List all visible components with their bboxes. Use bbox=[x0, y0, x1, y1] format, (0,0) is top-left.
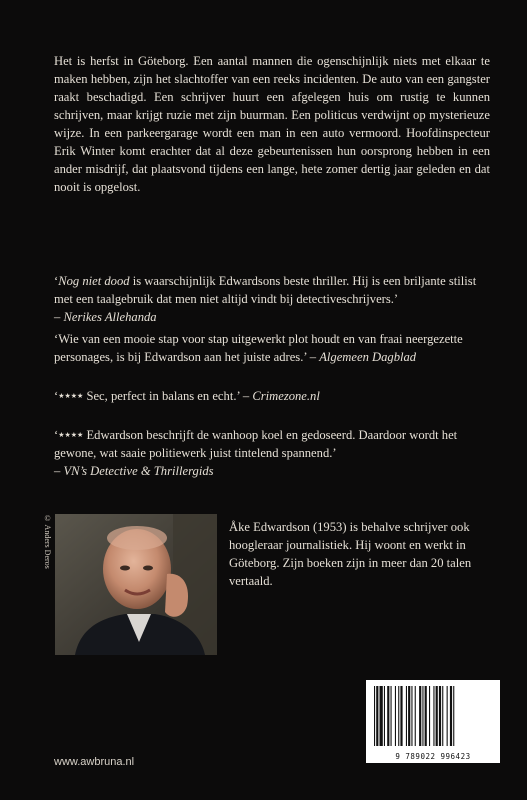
barcode-bar bbox=[415, 686, 416, 746]
barcode-bar bbox=[442, 686, 443, 746]
barcode-bar bbox=[398, 686, 399, 746]
quote-source: Nerikes Allehanda bbox=[63, 310, 157, 324]
review-quote-algemeen-dagblad: ‘Wie van een mooie stap voor stap uitgewerkt plot houdt en van fraai neergezette personages, is bij Edwardson aan het juiste adres.’ – Algemeen Dagblad bbox=[54, 332, 463, 364]
isbn-barcode bbox=[366, 680, 500, 763]
author-photo bbox=[55, 514, 217, 655]
review-quote-vn-detective: ‘★★★★ Edwardson beschrijft de wanhoop koel en gedoseerd. Daardoor wordt het gewone, wat saaie politiewerk juist tintelend spannend.’ – VN’s Detective & Thrillergids bbox=[54, 428, 458, 478]
barcode-bar bbox=[411, 686, 412, 746]
barcode-bar bbox=[439, 686, 441, 746]
barcode-bar bbox=[380, 686, 383, 746]
photo-credit: © Anders Deros bbox=[43, 514, 52, 569]
review-quote-crimezone: ‘★★★★ Sec, perfect in balans en echt.’ – Crimezone.nl bbox=[54, 389, 320, 403]
barcode-bar bbox=[395, 686, 396, 746]
barcode-bar bbox=[387, 686, 389, 746]
barcode-bar bbox=[447, 686, 448, 746]
isbn-number: 9 789022 996423 bbox=[395, 752, 471, 761]
barcode-bar bbox=[391, 686, 392, 746]
barcode-icon bbox=[366, 680, 500, 752]
back-cover-blurb: Het is herfst in Göteborg. Een aantal mannen die ogenschijnlijk niets met elkaar te maken hebben, zijn het slachtoffer van een reeks incidenten. De auto van een gangster raakt beschadigd. Een schrijver huurt een afgelegen huis om rustig te kunnen schrijven, maar krijgt ruzie met zijn buurman. Een politicus verdwijnt op mysterieuze wijze. In een parkeergarage wordt een man in een auto vermoord. Hoofdinspecteur Erik Winter komt erachter dat al deze gebeurtenissen hun oorsprong hebben in een ander misdrijf, dat plaatsvond tijdens een lange, hete zomer dertig jaar geleden en dat nooit is opgelost. bbox=[54, 54, 490, 194]
barcode-bar bbox=[408, 686, 410, 746]
barcode-bar bbox=[406, 686, 407, 746]
quote-source: Crimezone.nl bbox=[252, 389, 320, 403]
star-rating-icon: ★★★★ bbox=[58, 431, 84, 439]
barcode-bar bbox=[374, 686, 375, 746]
barcode-bar bbox=[433, 686, 434, 746]
barcode-bar bbox=[436, 686, 438, 746]
barcode-bar bbox=[376, 686, 378, 746]
barcode-bar bbox=[425, 686, 427, 746]
author-bio: Åke Edwardson (1953) is behalve schrijver ook hoogleraar journalistiek. Hij woont en werkt in Göteborg. Zijn boeken zijn in meer dan 20 talen vertaald. bbox=[229, 520, 472, 588]
review-quote-nerikes: ‘Nog niet dood is waarschijnlijk Edwardsons beste thriller. Hij is een briljante stilist met een taalgebruik dat men niet altijd vindt bij detectiveschrijvers.’ – Nerikes Allehanda bbox=[54, 274, 477, 324]
star-rating-icon: ★★★★ bbox=[58, 392, 84, 400]
barcode-bar bbox=[384, 686, 385, 746]
barcode-bar bbox=[422, 686, 423, 746]
barcode-bar bbox=[400, 686, 402, 746]
publisher-website: www.awbruna.nl bbox=[54, 756, 135, 768]
barcode-bar bbox=[453, 686, 454, 746]
author-portrait-icon bbox=[55, 514, 217, 655]
barcode-bar bbox=[450, 686, 452, 746]
quote-source: Algemeen Dagblad bbox=[319, 350, 417, 364]
book-title: Nog niet dood bbox=[58, 274, 130, 288]
quote-source: VN’s Detective & Thrillergids bbox=[63, 464, 214, 478]
barcode-bar bbox=[429, 686, 430, 746]
barcode-bar bbox=[419, 686, 421, 746]
